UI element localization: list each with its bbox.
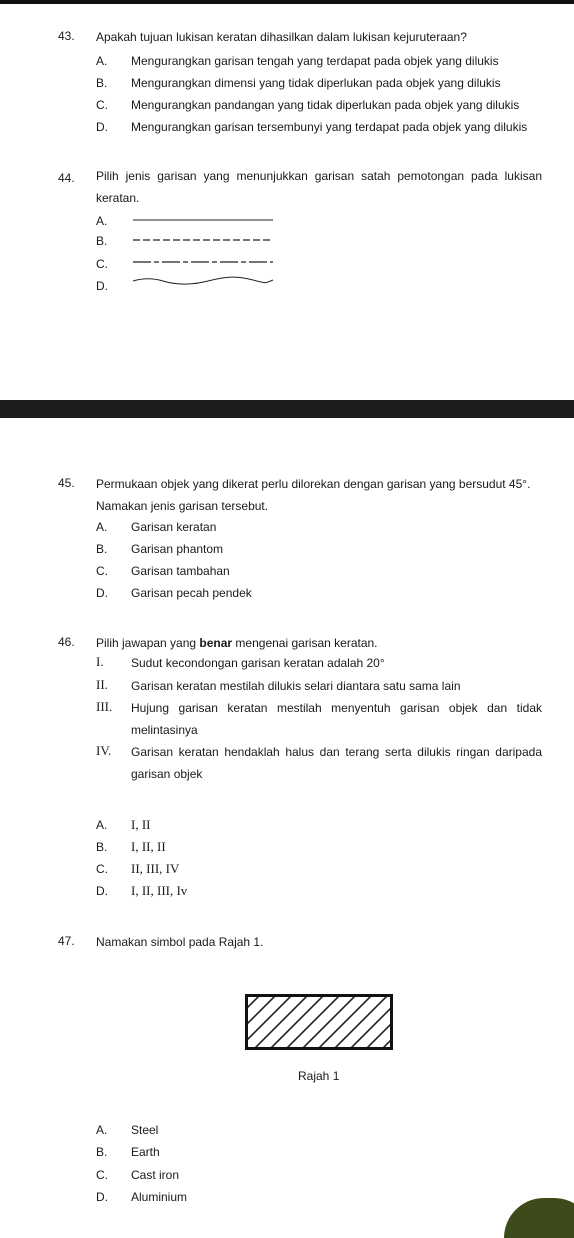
option-c[interactable] <box>96 560 546 582</box>
option-b[interactable] <box>96 836 546 858</box>
option-text: Cast iron <box>131 1168 180 1182</box>
option-text: Garisan tambahan <box>131 564 230 578</box>
solid-thin-line <box>133 216 273 226</box>
question-number: 46. <box>58 635 75 649</box>
option-letter: D. <box>96 120 108 134</box>
statement-number: III. <box>96 699 113 714</box>
freehand-wavy-line <box>133 275 273 287</box>
option-b[interactable] <box>96 230 546 252</box>
option-letter: D. <box>96 884 108 898</box>
question-text: Pilih jenis garisan yang menunjukkan garisan satah pemotongan pada lukisan keratan. <box>96 169 542 205</box>
option-c[interactable] <box>96 1164 546 1186</box>
option-letter: B. <box>96 840 108 854</box>
option-letter: A. <box>96 818 108 832</box>
hatched-rectangle-symbol <box>245 994 393 1050</box>
option-letter: B. <box>96 1145 108 1159</box>
option-letter: B. <box>96 76 108 90</box>
option-letter: C. <box>96 564 108 578</box>
option-letter: A. <box>96 54 108 68</box>
question-text: Apakah tujuan lukisan keratan dihasilkan dalam lukisan kejuruteraan? <box>96 30 467 44</box>
question-text-start: Pilih jawapan yang <box>96 636 200 650</box>
option-letter: A. <box>96 520 108 534</box>
option-d[interactable] <box>96 275 546 297</box>
option-letter: C. <box>96 257 108 271</box>
option-letter: C. <box>96 98 108 112</box>
option-c[interactable] <box>96 253 546 275</box>
option-text: Garisan keratan <box>131 520 217 534</box>
option-text: Mengurangkan pandangan yang tidak diperlukan pada objek yang dilukis <box>131 98 520 112</box>
question-number: 43. <box>58 29 75 43</box>
option-b[interactable] <box>96 1141 546 1163</box>
option-text: Steel <box>131 1123 159 1137</box>
statement-text: Garisan keratan mestilah dilukis selari diantara satu sama lain <box>131 679 461 693</box>
option-letter: D. <box>96 1190 108 1204</box>
statement-number: I. <box>96 654 104 669</box>
question-text: Permukaan objek yang dikerat perlu dilorekan dengan garisan yang bersudut 45°. <box>96 477 531 491</box>
option-d[interactable] <box>96 116 546 138</box>
option-letter: B. <box>96 542 108 556</box>
option-b[interactable] <box>96 538 546 560</box>
page-divider <box>0 400 574 418</box>
option-text: I, II, III, Iv <box>131 883 188 898</box>
option-text: Aluminium <box>131 1190 188 1204</box>
long-short-dash-line <box>133 258 273 268</box>
figure-caption: Rajah 1 <box>298 1069 340 1083</box>
statement-text: Garisan keratan hendaklah halus dan terang serta dilukis ringan daripada garisan objek <box>131 745 542 781</box>
dashed-line <box>133 236 273 246</box>
question-text-line2: Namakan jenis garisan tersebut. <box>96 499 269 513</box>
question-number: 44. <box>58 171 75 185</box>
option-a[interactable] <box>96 516 546 538</box>
option-a[interactable] <box>96 210 546 232</box>
option-text: Earth <box>131 1145 160 1159</box>
option-text: I, II, II <box>131 839 166 854</box>
option-letter: B. <box>96 234 108 248</box>
option-letter: D. <box>96 279 108 293</box>
option-d[interactable] <box>96 880 546 902</box>
question-number: 47. <box>58 934 75 948</box>
option-text: Garisan pecah pendek <box>131 586 252 600</box>
option-letter: D. <box>96 586 108 600</box>
option-c[interactable] <box>96 858 546 880</box>
statement-text: Sudut kecondongan garisan keratan adalah 20° <box>131 656 385 670</box>
option-text: Mengurangkan dimensi yang tidak diperlukan pada objek yang dilukis <box>131 76 501 90</box>
option-a[interactable] <box>96 50 546 72</box>
option-text: Garisan phantom <box>131 542 224 556</box>
option-a[interactable] <box>96 814 546 836</box>
option-d[interactable] <box>96 1186 546 1208</box>
top-edge-bar <box>0 0 574 4</box>
option-text: Mengurangkan garisan tersembunyi yang terdapat pada objek yang dilukis <box>131 120 528 134</box>
question-number: 45. <box>58 476 75 490</box>
option-c[interactable] <box>96 94 546 116</box>
option-a[interactable] <box>96 1119 546 1141</box>
question-text-end: mengenai garisan keratan. <box>232 636 378 650</box>
option-d[interactable] <box>96 582 546 604</box>
question-text <box>96 632 542 654</box>
question-text-bold: benar <box>199 636 233 650</box>
option-text: II, III, IV <box>131 861 180 876</box>
option-letter: C. <box>96 1168 108 1182</box>
option-letter: C. <box>96 862 108 876</box>
option-letter: A. <box>96 1123 108 1137</box>
option-letter: A. <box>96 214 108 228</box>
statement-number: IV. <box>96 743 112 758</box>
statement-text: Hujung garisan keratan mestilah menyentuh garisan objek dan tidak melintasinya <box>131 701 542 737</box>
option-text: I, II <box>131 817 151 832</box>
option-b[interactable] <box>96 72 546 94</box>
statement-number: II. <box>96 677 108 692</box>
question-text: Namakan simbol pada Rajah 1. <box>96 935 264 949</box>
option-text: Mengurangkan garisan tengah yang terdapat pada objek yang dilukis <box>131 54 499 68</box>
